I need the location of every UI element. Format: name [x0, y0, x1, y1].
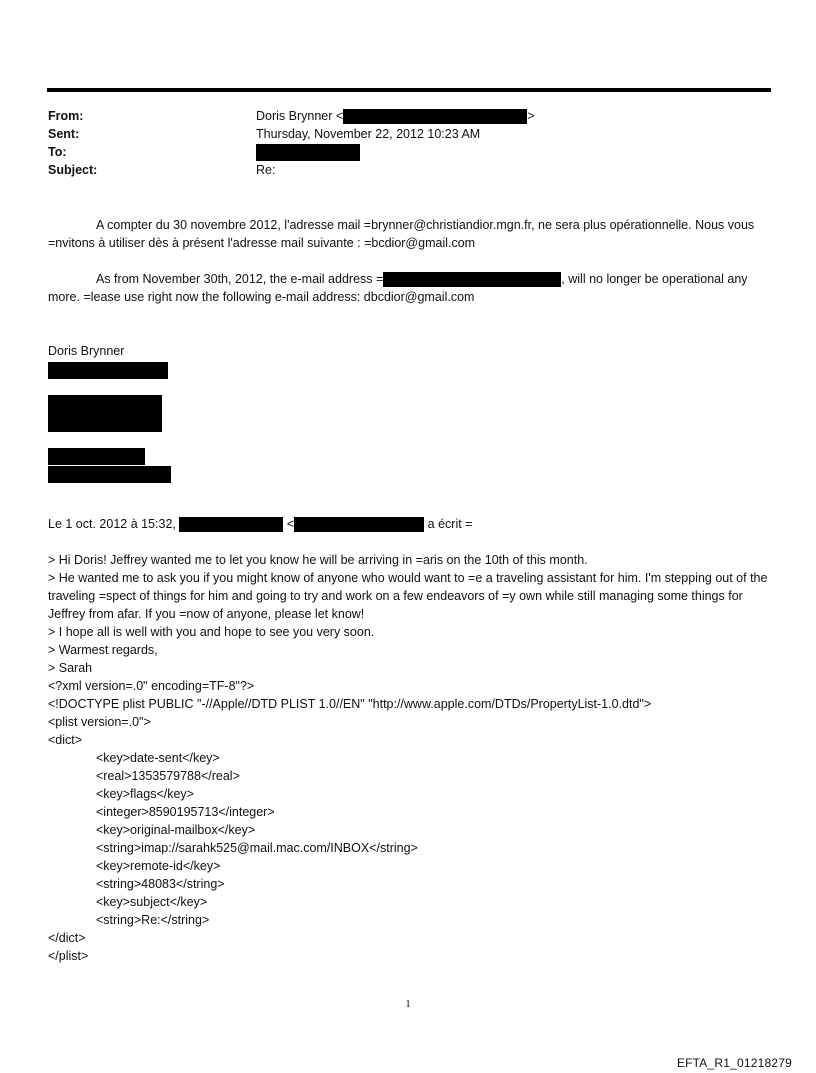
subject-value: Re: [256, 163, 276, 177]
to-row [48, 143, 768, 161]
sent-value: Thursday, November 22, 2012 10:23 AM [256, 127, 481, 141]
french-paragraph: A compter du 30 novembre 2012, l'adresse mail =brynner@christiandior.mgn.fr, ne sera plus opérationnelle. Nous vous =nvitons à utiliser dès à présent l'adresse mail suivante : =bcdior@gmail.com [48, 218, 755, 250]
english-paragraph [48, 270, 768, 306]
redaction-box [343, 109, 527, 124]
quote-line: > Warmest regards, [48, 643, 158, 657]
redaction-box [48, 395, 162, 432]
plist-line: </plist> [48, 949, 89, 963]
plist-line: <integer>8590195713</integer> [96, 805, 275, 819]
quote-intro-start: Le 1 oct. 2012 à 15:32, [48, 517, 176, 531]
from-close: > [527, 109, 535, 123]
plist-line: <real>1353579788</real> [96, 769, 240, 783]
plist-line: <key>subject</key> [96, 895, 208, 909]
plist-line: <string>48083</string> [96, 877, 225, 891]
plist-dict-items [48, 749, 768, 929]
redaction-box [48, 448, 145, 465]
english-paragraph-end: , will no longer be operational any more. =lease use right now the following e-mail address: dbcdior@gmail.com [48, 272, 748, 304]
redaction-box [383, 272, 561, 287]
quote-line: > Sarah [48, 661, 93, 675]
redaction-box [294, 517, 424, 532]
quote-intro [48, 515, 768, 533]
plist-line: <key>original-mailbox</key> [96, 823, 256, 837]
quote-line: > He wanted me to ask you if you might know of anyone who would want to =e a traveling assistant for him. I'm stepping out of the traveling =spect of things for him and going to try and work on a few endeavors of =y own while still managing some things for Jeffrey from afar. If you =now of anyone, please let know! [48, 571, 768, 621]
plist-line: <?xml version=.0" encoding=TF-8"?> [48, 679, 255, 693]
header-rule [47, 88, 771, 92]
to-label: To: [48, 145, 67, 159]
plist-block [48, 677, 768, 965]
plist-line: </dict> [48, 931, 86, 945]
sent-row [48, 125, 768, 143]
plist-line: <key>date-sent</key> [96, 751, 220, 765]
plist-line: <!DOCTYPE plist PUBLIC "-//Apple//DTD PLIST 1.0//EN" "http://www.apple.com/DTDs/PropertyList-1.0.dtd"> [48, 697, 652, 711]
document-id: EFTA_R1_01218279 [676, 1056, 792, 1070]
redaction-box [256, 144, 360, 161]
quote-line: > Hi Doris! Jeffrey wanted me to let you know he will be arriving in =aris on the 10th of this month. [48, 553, 588, 567]
email-header [48, 107, 768, 179]
subject-row [48, 161, 768, 179]
page-number: 1 [405, 998, 411, 1010]
quote-intro-lt: < [286, 517, 295, 531]
redaction-box [179, 517, 283, 532]
plist-line: <string>Re:</string> [96, 913, 210, 927]
sent-label: Sent: [48, 127, 80, 141]
english-paragraph-start: As from November 30th, 2012, the e-mail address = [96, 272, 384, 286]
redaction-box [48, 362, 168, 379]
plist-line: <dict> [48, 733, 83, 747]
signature-name: Doris Brynner [48, 344, 125, 358]
plist-line: <key>remote-id</key> [96, 859, 221, 873]
plist-line: <key>flags</key> [96, 787, 194, 801]
quote-intro-end: a écrit = [427, 517, 473, 531]
from-name: Doris Brynner < [256, 109, 344, 123]
quoted-message [48, 551, 768, 677]
from-row [48, 107, 768, 125]
email-body [48, 216, 768, 965]
plist-line: <string>imap://sarahk525@mail.mac.com/INBOX</string> [96, 841, 418, 855]
from-label: From: [48, 109, 84, 123]
redaction-box [48, 466, 171, 483]
quote-line: > I hope all is well with you and hope to see you very soon. [48, 625, 375, 639]
subject-label: Subject: [48, 163, 98, 177]
plist-line: <plist version=.0"> [48, 715, 151, 729]
